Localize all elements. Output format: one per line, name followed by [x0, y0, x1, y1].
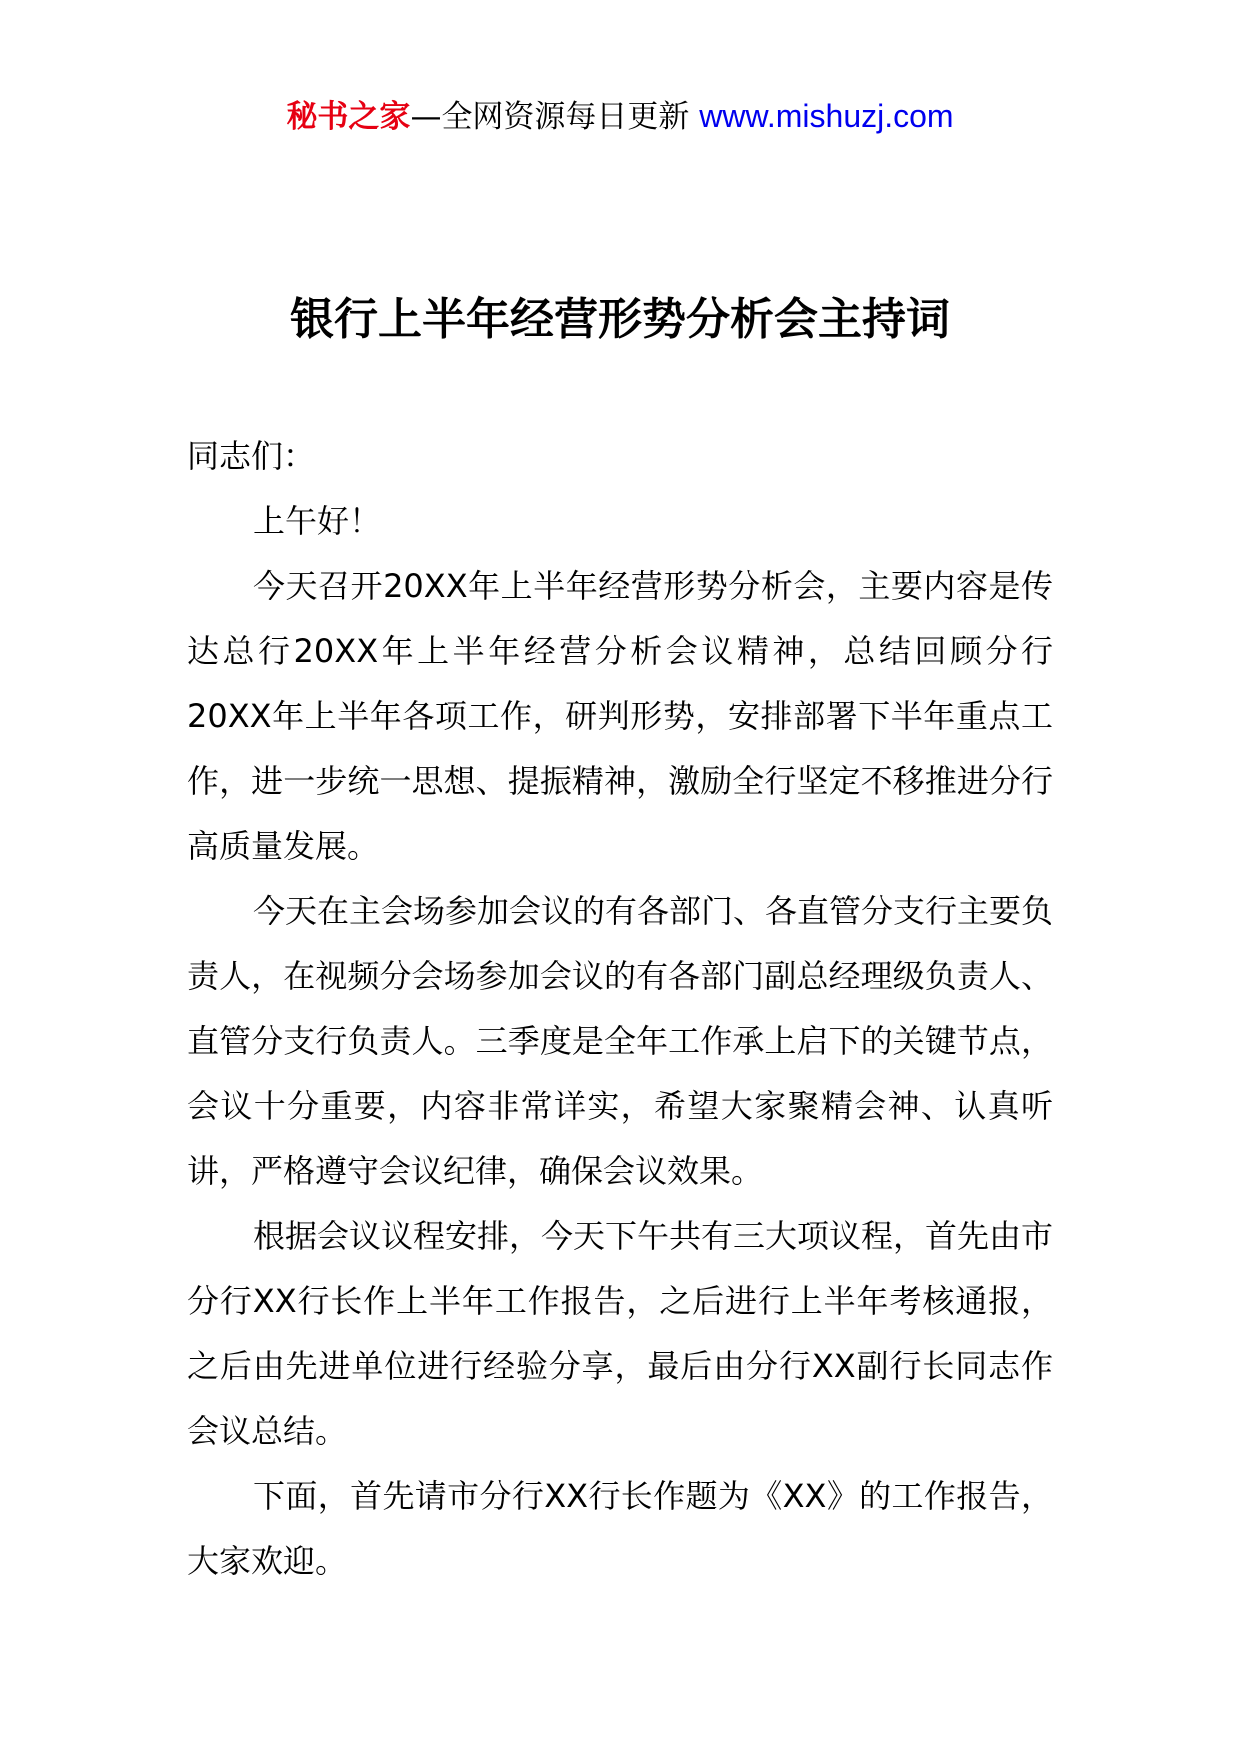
header-tagline: —全网资源每日更新 [410, 99, 690, 135]
document-body [187, 424, 1053, 1594]
paragraph-greeting: 上午好！ [253, 502, 382, 540]
paragraph-attendees: 今天在主会场参加会议的有各部门、各直管分支行主要负责人，在视频分会场参加会议的有各部门副总经理级负责人、直管分支行负责人。三季度是全年工作承上启下的关键节点，会议十分重要，内容非常详实，希望大家聚精会神、认真听讲，严格遵守会议纪律，确保会议效果。 [187, 892, 1054, 1190]
page-header [0, 96, 1240, 137]
brand-name: 秘书之家 [286, 99, 411, 135]
site-url-link[interactable]: www.mishuzj.com [699, 98, 954, 134]
paragraph-agenda: 根据会议议程安排，今天下午共有三大项议程，首先由市分行XX行长作上半年工作报告，之后进行上半年考核通报，之后由先进单位进行经验分享，最后由分行XX副行长同志作会议总结。 [187, 1217, 1054, 1450]
paragraph-closing: 下面，首先请市分行XX行长作题为《XX》的工作报告，大家欢迎。 [187, 1477, 1053, 1580]
paragraph-meeting-purpose: 今天召开20XX年上半年经营形势分析会，主要内容是传达总行20XX年上半年经营分析会议精神，总结回顾分行20XX年上半年各项工作，研判形势，安排部署下半年重点工作，进一步统一思想、提振精神，激励全行坚定不移推进分行高质量发展。 [187, 567, 1053, 865]
salutation: 同志们： [187, 437, 316, 475]
document-title: 银行上半年经营形势分析会主持词 [290, 294, 950, 345]
